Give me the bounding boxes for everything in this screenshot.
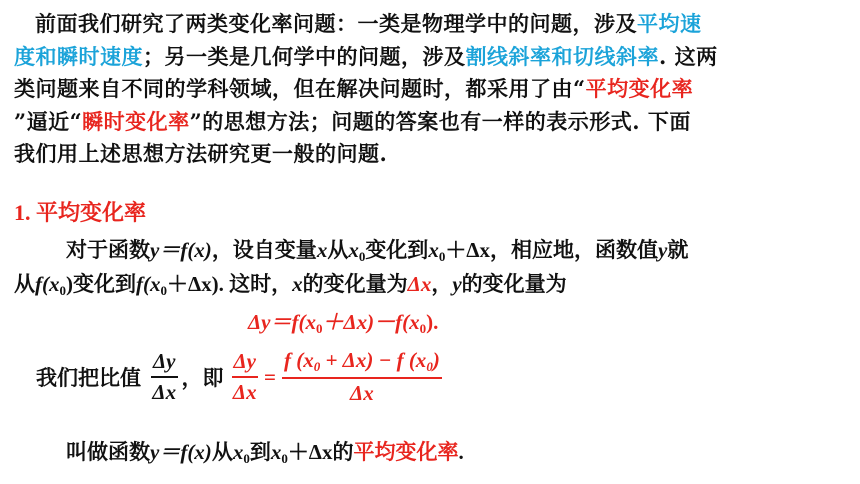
intro-line-3 xyxy=(14,73,844,106)
func-expr: y＝f(x) xyxy=(150,440,212,464)
dq-num-part: + Δx) − f (x xyxy=(320,348,427,372)
intro-line-5: 我们用上述思想方法研究更一般的问题. xyxy=(14,141,388,166)
dy-eq-mid: ＋Δx)－f(x xyxy=(322,310,420,334)
delta-x-red: Δx xyxy=(407,272,432,296)
func-expr: y＝f(x) xyxy=(150,238,212,262)
def-text: 变化到 xyxy=(73,272,136,296)
intro-text: ”逼近“ xyxy=(14,108,83,134)
fraction-denominator: Δx xyxy=(232,380,257,404)
ratio-prefix: 我们把比值 xyxy=(36,366,141,390)
var-y: y xyxy=(657,238,668,262)
dq-num-part: f (x xyxy=(283,348,314,372)
intro-line-2 xyxy=(14,41,844,74)
def-text: 的变化量为 xyxy=(461,272,567,296)
intro-text: 类问题来自不同的学科领域，但在解决问题时，都采用了由“ xyxy=(14,76,586,101)
var-x0: x xyxy=(428,238,439,262)
def-text: 从 xyxy=(327,238,349,262)
ratio-line xyxy=(36,348,442,406)
section-heading xyxy=(14,196,146,227)
def-text: 的变化量为 xyxy=(302,272,408,296)
var-x: x xyxy=(316,238,328,262)
subscript: 0 xyxy=(160,283,167,298)
fraction-denominator: Δx xyxy=(152,380,177,404)
def-text: 对于函数 xyxy=(66,238,150,262)
highlight-avg-rate-term: 平均变化率 xyxy=(353,440,459,464)
fraction-numerator: Δy xyxy=(151,349,178,378)
intro-text: 前面我们研究了两类变化率问题：一类是物理学中的问题，涉及 xyxy=(35,11,637,36)
dy-eq-end: ). xyxy=(426,310,439,334)
intro-text: ”的思想方法；问题的答案也有一样的表示形式. 下面 xyxy=(189,108,691,134)
subscript: 0 xyxy=(243,451,250,466)
func-f-x0-dx: f(x xyxy=(136,272,161,296)
fraction-numerator: Δy xyxy=(232,349,259,378)
var-y: y xyxy=(452,272,462,296)
equals-sign: = xyxy=(264,364,276,389)
var-x0: x xyxy=(270,440,282,464)
def-text: 就 xyxy=(667,238,689,262)
delta-expr: ＋Δx) xyxy=(167,272,219,296)
paren: ) xyxy=(66,272,73,296)
def-text: 变化到 xyxy=(365,238,429,262)
difference-quotient-denominator: Δx xyxy=(350,381,374,405)
def-text: ，设自变量 xyxy=(211,238,317,262)
func-f-x0: f(x xyxy=(35,272,60,296)
def-text: 从 xyxy=(14,272,35,296)
ratio-fraction xyxy=(151,349,178,405)
dy-eq-lhs: Δy＝f(x xyxy=(248,310,316,334)
def-text: ，相应地，函数值 xyxy=(489,238,658,262)
highlight-instant-rate: 瞬时变化率 xyxy=(82,108,190,134)
delta-expr: ＋Δx xyxy=(287,440,333,464)
var-x0: x xyxy=(348,238,359,262)
subscript: 0 xyxy=(419,321,427,336)
def-text: . 这时， xyxy=(218,272,293,296)
subscript: 0 xyxy=(315,321,323,336)
conclusion-text: 到 xyxy=(249,440,271,464)
delta-y-equation xyxy=(248,306,438,337)
definition-line-1 xyxy=(66,234,688,265)
section-heading-text: 1. 平均变化率 xyxy=(14,200,147,225)
conclusion-text: 叫做函数 xyxy=(66,440,150,464)
ratio-fraction-red xyxy=(232,349,259,405)
subscript: 0 xyxy=(358,249,366,264)
intro-text: . 这两 xyxy=(659,43,718,69)
subscript: 0 xyxy=(438,249,446,264)
conclusion-line xyxy=(66,436,464,467)
intro-text: ；另一类是几何学中的问题，涉及 xyxy=(143,43,466,69)
subscript: 0 xyxy=(426,359,433,374)
highlight-avg-rate: 平均变化率 xyxy=(585,76,694,101)
difference-quotient xyxy=(282,348,442,406)
highlight-instant-speed: 度和瞬时速度 xyxy=(14,43,143,69)
intro-paragraph xyxy=(14,8,844,171)
delta-expr: ＋Δx xyxy=(445,238,490,262)
dq-num-part: ) xyxy=(432,348,440,372)
highlight-avg-speed: 平均速 xyxy=(637,11,702,36)
ratio-conj: ，即 xyxy=(181,366,224,390)
subscript: 0 xyxy=(281,451,288,466)
intro-line-4 xyxy=(14,106,844,139)
var-x0: x xyxy=(232,440,244,464)
conclusion-text: . xyxy=(458,440,464,464)
definition-line-2 xyxy=(14,268,567,299)
difference-quotient-numerator xyxy=(282,348,442,379)
subscript: 0 xyxy=(59,283,66,298)
var-x: x xyxy=(292,272,303,296)
def-text: ， xyxy=(431,272,453,296)
subscript: 0 xyxy=(313,359,321,374)
intro-line-1 xyxy=(14,8,844,41)
highlight-slopes: 割线斜率和切线斜率 xyxy=(465,43,659,69)
conclusion-text: 的 xyxy=(332,440,354,464)
conclusion-text: 从 xyxy=(211,440,233,464)
